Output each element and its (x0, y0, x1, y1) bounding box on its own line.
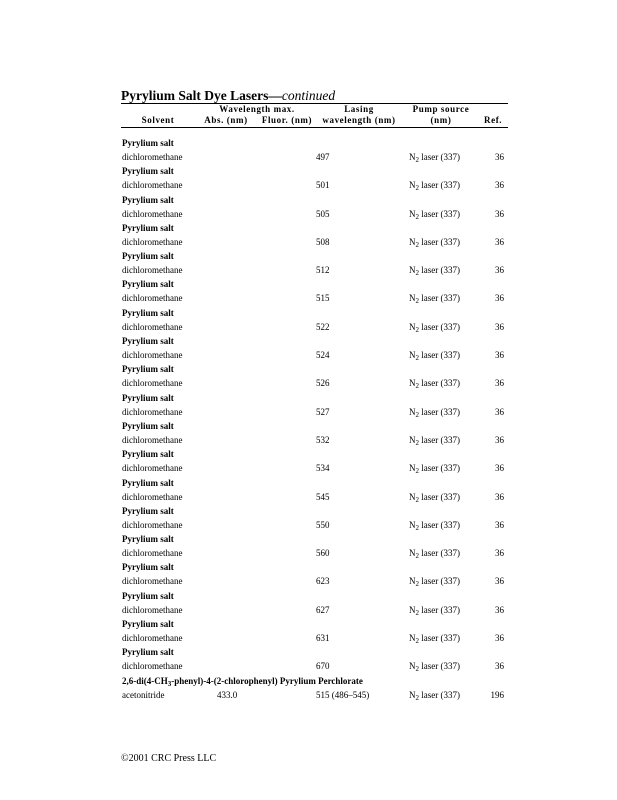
pump-cell: $N_2$ laser (337) (409, 463, 460, 476)
solvent-cell: dichloromethane (122, 293, 183, 304)
table-row (121, 676, 511, 706)
table-row (121, 647, 511, 675)
pump-cell: $N_2$ laser (337) (409, 293, 460, 306)
table-row (121, 166, 511, 194)
header-pump-source: Pump source (412, 104, 470, 114)
table-row (121, 308, 511, 336)
lasing-cell: 627 (316, 604, 330, 615)
pump-cell: $N_2$ laser (337) (409, 265, 460, 278)
compound-name: Pyrylium salt (122, 307, 174, 318)
solvent-cell: dichloromethane (122, 576, 183, 587)
pump-cell: $N_2$ laser (337) (409, 350, 460, 363)
header-lasing-wavelength: wavelength (nm) (322, 115, 396, 125)
solvent-cell: dichloromethane (122, 633, 183, 644)
table-row (121, 506, 511, 534)
compound-name: Pyrylium salt (122, 364, 174, 375)
pump-cell: $N_2$ laser (337) (409, 378, 460, 391)
page-title: Pyrylium Salt Dye Lasers—continued (121, 88, 336, 103)
pump-cell: $N_2$ laser (337) (409, 604, 460, 617)
compound-name: Pyrylium salt (122, 166, 174, 177)
ref-cell: 36 (495, 491, 504, 502)
lasing-cell: 534 (316, 463, 330, 474)
table-row (121, 393, 511, 421)
ref-cell: 36 (495, 265, 504, 276)
ref-cell: 36 (495, 236, 504, 247)
compound-name: Pyrylium salt (122, 449, 174, 460)
header-lasing: Lasing (344, 104, 374, 114)
ref-cell: 36 (495, 519, 504, 530)
solvent-cell: acetonitride (122, 689, 165, 700)
lasing-cell: 550 (316, 519, 330, 530)
ref-cell: 36 (495, 293, 504, 304)
pump-cell: $N_2$ laser (337) (409, 491, 460, 504)
copyright-footer: ©2001 CRC Press LLC (121, 753, 217, 764)
compound-name: Pyrylium salt (122, 477, 174, 488)
solvent-cell: dichloromethane (122, 519, 183, 530)
lasing-cell: 515 (486–545) (316, 689, 370, 700)
compound-name: Pyrylium salt (122, 222, 174, 233)
lasing-cell: 512 (316, 265, 330, 276)
solvent-cell: dichloromethane (122, 378, 183, 389)
table-row (121, 223, 511, 251)
lasing-cell: 526 (316, 378, 330, 389)
solvent-cell: dichloromethane (122, 321, 183, 332)
table-row (121, 534, 511, 562)
solvent-cell: dichloromethane (122, 548, 183, 559)
ref-cell: 36 (495, 576, 504, 587)
compound-name: Pyrylium salt (122, 505, 174, 516)
header-wavelength-max: Wavelength max. (219, 104, 295, 114)
ref-cell: 36 (495, 463, 504, 474)
lasing-cell: 522 (316, 321, 330, 332)
ref-cell: 36 (495, 321, 504, 332)
abs-cell: 433.0 (217, 689, 238, 700)
pump-cell: $N_2$ laser (337) (409, 548, 460, 561)
ref-cell: 36 (495, 434, 504, 445)
table-row (121, 195, 511, 223)
compound-name: Pyrylium salt (122, 194, 174, 205)
lasing-cell: 508 (316, 236, 330, 247)
ref-cell: 36 (495, 604, 504, 615)
header-bottom-rule (121, 127, 508, 128)
solvent-cell: dichloromethane (122, 265, 183, 276)
solvent-cell: dichloromethane (122, 661, 183, 672)
pump-cell: $N_2$ laser (337) (409, 661, 460, 674)
lasing-cell: 560 (316, 548, 330, 559)
solvent-cell: dichloromethane (122, 180, 183, 191)
table-row (121, 478, 511, 506)
ref-cell: 36 (495, 406, 504, 417)
solvent-cell: dichloromethane (122, 491, 183, 502)
table-row (121, 364, 511, 392)
pump-cell: $N_2$ laser (337) (409, 633, 460, 646)
compound-name: Pyrylium salt (122, 138, 174, 148)
ref-cell: 196 (490, 689, 504, 700)
lasing-cell: 505 (316, 208, 330, 219)
pump-cell: $N_2$ laser (337) (409, 208, 460, 221)
lasing-cell: 631 (316, 633, 330, 644)
ref-cell: 36 (495, 548, 504, 559)
lasing-cell: 524 (316, 350, 330, 361)
ref-cell: 36 (495, 633, 504, 644)
solvent-cell: dichloromethane (122, 463, 183, 474)
lasing-cell: 623 (316, 576, 330, 587)
lasing-cell: 515 (316, 293, 330, 304)
header-ref: Ref. (484, 115, 503, 125)
lasing-cell: 545 (316, 491, 330, 502)
pump-cell: $N_2$ laser (337) (409, 576, 460, 589)
solvent-cell: dichloromethane (122, 152, 183, 162)
compound-name: $2,6-di(4-CH_3-phenyl)-4-(2-chlorophenyl)$ Pyrylium Perchlorate (122, 675, 363, 688)
pump-cell: $N_2$ laser (337) (409, 519, 460, 532)
table-row (121, 336, 511, 364)
pump-cell: $N_2$ laser (337) (409, 236, 460, 249)
table-row (121, 421, 511, 449)
header-pump-nm: (nm) (430, 115, 452, 125)
lasing-cell: 497 (316, 152, 330, 162)
pump-cell: $N_2$ laser (337) (409, 689, 460, 702)
compound-name: Pyrylium salt (122, 534, 174, 545)
header-solvent: Solvent (141, 115, 175, 125)
data-table (121, 138, 511, 706)
compound-name: Pyrylium salt (122, 562, 174, 573)
ref-cell: 36 (495, 180, 504, 191)
pump-cell: $N_2$ laser (337) (409, 321, 460, 334)
compound-name: Pyrylium salt (122, 420, 174, 431)
lasing-cell: 532 (316, 434, 330, 445)
table-row (121, 591, 511, 619)
lasing-cell: 670 (316, 661, 330, 672)
solvent-cell: dichloromethane (122, 236, 183, 247)
lasing-cell: 527 (316, 406, 330, 417)
table-row (121, 562, 511, 590)
table-row (121, 619, 511, 647)
compound-name: Pyrylium salt (122, 619, 174, 630)
solvent-cell: dichloromethane (122, 350, 183, 361)
compound-name: Pyrylium salt (122, 279, 174, 290)
compound-name: Pyrylium salt (122, 647, 174, 658)
header-abs: Abs. (nm) (204, 115, 248, 125)
pump-cell: $N_2$ laser (337) (409, 406, 460, 419)
pump-cell: $N_2$ laser (337) (409, 152, 460, 164)
table-row (121, 449, 511, 477)
ref-cell: 36 (495, 152, 504, 162)
lasing-cell: 501 (316, 180, 330, 191)
table-row (121, 279, 511, 307)
pump-cell: $N_2$ laser (337) (409, 434, 460, 447)
solvent-cell: dichloromethane (122, 434, 183, 445)
ref-cell: 36 (495, 350, 504, 361)
solvent-cell: dichloromethane (122, 604, 183, 615)
compound-name: Pyrylium salt (122, 392, 174, 403)
compound-name: Pyrylium salt (122, 336, 174, 347)
compound-name: Pyrylium salt (122, 590, 174, 601)
ref-cell: 36 (495, 378, 504, 389)
header-fluor: Fluor. (nm) (261, 115, 313, 125)
table-row (121, 251, 511, 279)
ref-cell: 36 (495, 661, 504, 672)
pump-cell: $N_2$ laser (337) (409, 180, 460, 193)
solvent-cell: dichloromethane (122, 208, 183, 219)
table-row (121, 138, 511, 166)
solvent-cell: dichloromethane (122, 406, 183, 417)
ref-cell: 36 (495, 208, 504, 219)
compound-name: Pyrylium salt (122, 251, 174, 262)
